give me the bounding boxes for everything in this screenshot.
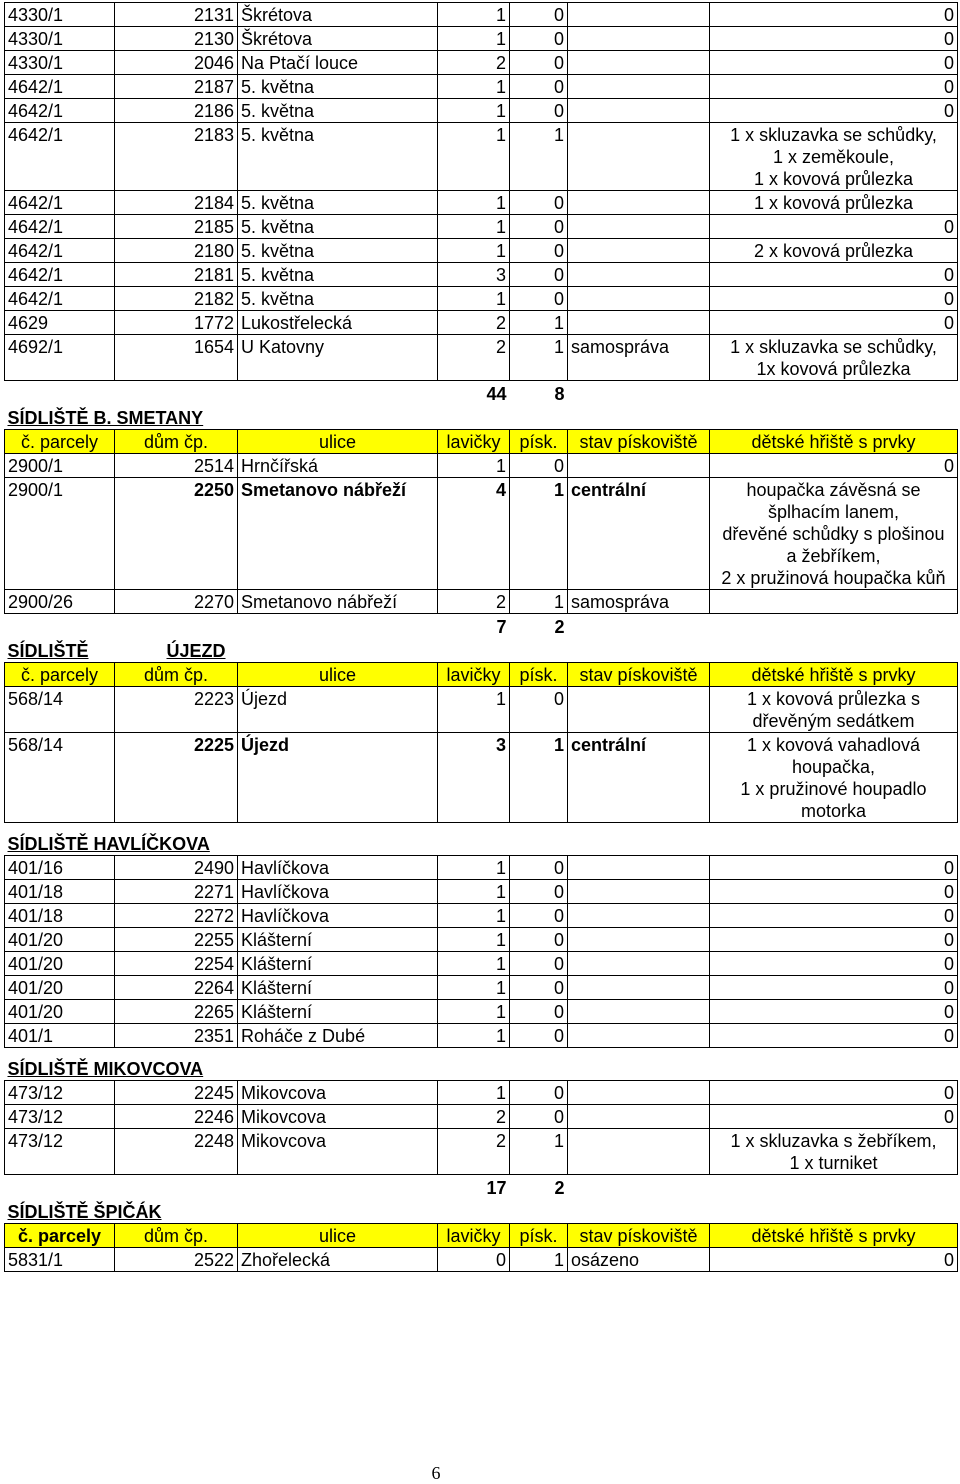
playground-cell: 0 <box>710 976 958 1000</box>
playground-cell: 0 <box>710 880 958 904</box>
street-cell: Na Ptačí louce <box>238 51 438 75</box>
playground-cell: 0 <box>710 952 958 976</box>
street-cell: Smetanovo nábřeží <box>238 590 438 614</box>
benches-cell: 1 <box>438 215 510 239</box>
parcel-cell: 401/20 <box>5 928 115 952</box>
parcel-cell: 5831/1 <box>5 1248 115 1272</box>
sandpit-cell: 0 <box>510 3 568 27</box>
table-row <box>5 590 958 614</box>
parcel-cell: 401/18 <box>5 904 115 928</box>
section-title-row <box>5 831 958 856</box>
house-number-cell: 1772 <box>115 311 238 335</box>
sandpit-state-cell <box>568 952 710 976</box>
sandpit-state-cell <box>568 1000 710 1024</box>
parcel-cell: 4330/1 <box>5 27 115 51</box>
inventory-table <box>4 2 958 1272</box>
benches-cell: 1 <box>438 239 510 263</box>
benches-cell: 2 <box>438 1129 510 1175</box>
sandpit-state-cell <box>568 454 710 478</box>
sandpit-state-cell <box>568 263 710 287</box>
table-row <box>5 1081 958 1105</box>
sandpit-cell: 0 <box>510 976 568 1000</box>
sandpit-state-cell <box>568 3 710 27</box>
header-parcel: č. parcely <box>5 430 115 454</box>
playground-cell: 0 <box>710 287 958 311</box>
table-row <box>5 952 958 976</box>
header-sand: písk. <box>510 430 568 454</box>
table-row <box>5 335 958 381</box>
header-benches: lavičky <box>438 430 510 454</box>
playground-cell: 1 x kovová průlezka s dřevěným sedátkem <box>710 687 958 733</box>
section-title-row <box>5 1199 958 1224</box>
playground-cell: 0 <box>710 1000 958 1024</box>
header-playground: dětské hřiště s prvky <box>710 663 958 687</box>
sandpit-state-cell <box>568 27 710 51</box>
sandpit-state-cell <box>568 311 710 335</box>
benches-cell: 1 <box>438 454 510 478</box>
benches-cell: 3 <box>438 733 510 823</box>
sandpit-cell: 1 <box>510 311 568 335</box>
parcel-cell: 4330/1 <box>5 51 115 75</box>
house-number-cell: 2185 <box>115 215 238 239</box>
sandpit-state-cell <box>568 191 710 215</box>
street-cell: 5. května <box>238 75 438 99</box>
benches-cell: 1 <box>438 3 510 27</box>
header-sand: písk. <box>510 663 568 687</box>
sandpit-state-cell <box>568 928 710 952</box>
street-cell: Mikovcova <box>238 1081 438 1105</box>
sandpit-cell: 0 <box>510 191 568 215</box>
playground-cell: 0 <box>710 311 958 335</box>
house-number-cell: 2180 <box>115 239 238 263</box>
sandpit-cell: 0 <box>510 27 568 51</box>
table-row <box>5 75 958 99</box>
street-cell: Havlíčkova <box>238 856 438 880</box>
playground-cell: 0 <box>710 904 958 928</box>
sandpit-state-cell: centrální <box>568 478 710 590</box>
parcel-cell: 401/20 <box>5 952 115 976</box>
playground-cell: 0 <box>710 99 958 123</box>
playground-cell: 0 <box>710 1024 958 1048</box>
sandpit-state-cell <box>568 123 710 191</box>
house-number-cell: 2255 <box>115 928 238 952</box>
table-row <box>5 123 958 191</box>
benches-cell: 1 <box>438 1081 510 1105</box>
benches-cell: 1 <box>438 287 510 311</box>
header-house: dům čp. <box>115 1224 238 1248</box>
section-title-havlickova: SÍDLIŠTĚ HAVLÍČKOVA <box>7 834 210 854</box>
header-benches: lavičky <box>438 1224 510 1248</box>
benches-cell: 1 <box>438 75 510 99</box>
sandpit-state-cell <box>568 880 710 904</box>
benches-cell: 4 <box>438 478 510 590</box>
parcel-cell: 2900/1 <box>5 478 115 590</box>
header-sand-state: stav pískoviště <box>568 663 710 687</box>
total-sandpits: 2 <box>554 1178 565 1198</box>
sandpit-state-cell <box>568 51 710 75</box>
sandpit-cell: 0 <box>510 454 568 478</box>
house-number-cell: 2186 <box>115 99 238 123</box>
page-number: 6 <box>431 1463 441 1483</box>
benches-cell: 2 <box>438 311 510 335</box>
parcel-cell: 4642/1 <box>5 215 115 239</box>
benches-cell: 1 <box>438 880 510 904</box>
table-row <box>5 856 958 880</box>
parcel-cell: 401/20 <box>5 1000 115 1024</box>
table-row <box>5 51 958 75</box>
street-cell: Mikovcova <box>238 1129 438 1175</box>
playground-cell: 0 <box>710 3 958 27</box>
playground-cell: houpačka závěsná se šplhacím lanem, dřevěné schůdky s plošinou a žebříkem, 2 x pružinová houpačka kůň <box>710 478 958 590</box>
playground-cell: 1 x kovová vahadlová houpačka, 1 x pružinové houpadlo motorka <box>710 733 958 823</box>
table-row <box>5 478 958 590</box>
parcel-cell: 473/12 <box>5 1081 115 1105</box>
table-row <box>5 1105 958 1129</box>
benches-cell: 1 <box>438 99 510 123</box>
sandpit-cell: 0 <box>510 904 568 928</box>
street-cell: 5. května <box>238 287 438 311</box>
header-street: ulice <box>238 430 438 454</box>
table-row <box>5 454 958 478</box>
house-number-cell: 2522 <box>115 1248 238 1272</box>
sandpit-state-cell <box>568 1129 710 1175</box>
parcel-cell: 2900/1 <box>5 454 115 478</box>
benches-cell: 2 <box>438 590 510 614</box>
totals-row <box>5 381 958 406</box>
house-number-cell: 2351 <box>115 1024 238 1048</box>
street-cell: U Katovny <box>238 335 438 381</box>
house-number-cell: 2225 <box>115 733 238 823</box>
benches-cell: 0 <box>438 1248 510 1272</box>
table-row <box>5 99 958 123</box>
house-number-cell: 2187 <box>115 75 238 99</box>
house-number-cell: 2490 <box>115 856 238 880</box>
street-cell: Klášterní <box>238 928 438 952</box>
parcel-cell: 4642/1 <box>5 123 115 191</box>
sandpit-cell: 0 <box>510 928 568 952</box>
benches-cell: 2 <box>438 1105 510 1129</box>
playground-cell: 2 x kovová průlezka <box>710 239 958 263</box>
sandpit-cell: 0 <box>510 1024 568 1048</box>
header-sand-state: stav pískoviště <box>568 430 710 454</box>
table-row <box>5 215 958 239</box>
table-row <box>5 311 958 335</box>
table-row <box>5 191 958 215</box>
header-benches: lavičky <box>438 663 510 687</box>
playground-cell: 0 <box>710 928 958 952</box>
sandpit-cell: 1 <box>510 733 568 823</box>
house-number-cell: 2046 <box>115 51 238 75</box>
sandpit-state-cell <box>568 75 710 99</box>
parcel-cell: 401/20 <box>5 976 115 1000</box>
house-number-cell: 2182 <box>115 287 238 311</box>
table-row <box>5 976 958 1000</box>
sandpit-cell: 0 <box>510 1105 568 1129</box>
street-cell: Smetanovo nábřeží <box>238 478 438 590</box>
benches-cell: 1 <box>438 952 510 976</box>
section-title-mikovcova: SÍDLIŠTĚ MIKOVCOVA <box>7 1059 204 1079</box>
street-cell: Havlíčkova <box>238 880 438 904</box>
playground-inventory-sheet <box>4 2 957 1272</box>
parcel-cell: 473/12 <box>5 1129 115 1175</box>
playground-cell: 0 <box>710 215 958 239</box>
total-benches: 17 <box>486 1178 507 1198</box>
sandpit-cell: 1 <box>510 1129 568 1175</box>
header-playground: dětské hřiště s prvky <box>710 1224 958 1248</box>
benches-cell: 1 <box>438 27 510 51</box>
playground-cell: 1 x skluzavka se schůdky, 1x kovová průlezka <box>710 335 958 381</box>
playground-cell: 0 <box>710 51 958 75</box>
house-number-cell: 2246 <box>115 1105 238 1129</box>
house-number-cell: 2245 <box>115 1081 238 1105</box>
sandpit-cell: 0 <box>510 856 568 880</box>
playground-cell: 1 x kovová průlezka <box>710 191 958 215</box>
playground-cell: 0 <box>710 1105 958 1129</box>
playground-cell: 0 <box>710 263 958 287</box>
header-playground: dětské hřiště s prvky <box>710 430 958 454</box>
parcel-cell: 473/12 <box>5 1105 115 1129</box>
sandpit-state-cell <box>568 1024 710 1048</box>
sandpit-state-cell <box>568 856 710 880</box>
table-row <box>5 1248 958 1272</box>
header-sand: písk. <box>510 1224 568 1248</box>
playground-cell: 0 <box>710 1248 958 1272</box>
section-title-row <box>5 405 958 430</box>
street-cell: Lukostřelecká <box>238 311 438 335</box>
sandpit-cell: 0 <box>510 99 568 123</box>
parcel-cell: 4330/1 <box>5 3 115 27</box>
benches-cell: 1 <box>438 1024 510 1048</box>
house-number-cell: 2248 <box>115 1129 238 1175</box>
sandpit-state-cell <box>568 287 710 311</box>
table-row <box>5 687 958 733</box>
section-title-smetany: SÍDLIŠTĚ B. SMETANY <box>7 408 204 428</box>
playground-cell: 0 <box>710 856 958 880</box>
house-number-cell: 2514 <box>115 454 238 478</box>
playground-cell: 1 x skluzavka s žebříkem, 1 x turniket <box>710 1129 958 1175</box>
total-benches: 7 <box>496 617 507 637</box>
header-street: ulice <box>238 1224 438 1248</box>
parcel-cell: 401/16 <box>5 856 115 880</box>
sandpit-cell: 1 <box>510 590 568 614</box>
sandpit-state-cell: osázeno <box>568 1248 710 1272</box>
table-row <box>5 263 958 287</box>
house-number-cell: 2131 <box>115 3 238 27</box>
benches-cell: 1 <box>438 976 510 1000</box>
parcel-cell: 568/14 <box>5 687 115 733</box>
table-row <box>5 27 958 51</box>
street-cell: 5. května <box>238 215 438 239</box>
benches-cell: 3 <box>438 263 510 287</box>
sandpit-state-cell: samospráva <box>568 590 710 614</box>
parcel-cell: 4642/1 <box>5 75 115 99</box>
parcel-cell: 4642/1 <box>5 263 115 287</box>
parcel-cell: 4642/1 <box>5 99 115 123</box>
header-house: dům čp. <box>115 663 238 687</box>
header-house: dům čp. <box>115 430 238 454</box>
house-number-cell: 2223 <box>115 687 238 733</box>
benches-cell: 1 <box>438 1000 510 1024</box>
house-number-cell: 2250 <box>115 478 238 590</box>
table-row <box>5 1000 958 1024</box>
total-sandpits: 2 <box>554 617 565 637</box>
sandpit-state-cell <box>568 1105 710 1129</box>
section-title-ujezd-a: SÍDLIŠTĚ <box>7 641 89 661</box>
street-cell: Hrnčířská <box>238 454 438 478</box>
benches-cell: 2 <box>438 335 510 381</box>
sandpit-state-cell <box>568 687 710 733</box>
header-row <box>5 430 958 454</box>
street-cell: Zhořelecká <box>238 1248 438 1272</box>
street-cell: Mikovcova <box>238 1105 438 1129</box>
playground-cell: 0 <box>710 1081 958 1105</box>
street-cell: Klášterní <box>238 976 438 1000</box>
street-cell: 5. května <box>238 123 438 191</box>
table-row <box>5 880 958 904</box>
table-row <box>5 904 958 928</box>
table-row <box>5 733 958 823</box>
parcel-cell: 2900/26 <box>5 590 115 614</box>
house-number-cell: 2254 <box>115 952 238 976</box>
sandpit-cell: 0 <box>510 687 568 733</box>
header-parcel: č. parcely <box>5 663 115 687</box>
street-cell: Klášterní <box>238 1000 438 1024</box>
parcel-cell: 4642/1 <box>5 191 115 215</box>
parcel-cell: 4629 <box>5 311 115 335</box>
sandpit-state-cell <box>568 215 710 239</box>
parcel-cell: 568/14 <box>5 733 115 823</box>
sandpit-cell: 1 <box>510 335 568 381</box>
section-title-ujezd-b: ÚJEZD <box>166 641 226 661</box>
benches-cell: 1 <box>438 904 510 928</box>
parcel-cell: 4642/1 <box>5 287 115 311</box>
street-cell: 5. května <box>238 99 438 123</box>
sandpit-cell: 0 <box>510 51 568 75</box>
street-cell: Roháče z Dubé <box>238 1024 438 1048</box>
benches-cell: 1 <box>438 928 510 952</box>
header-parcel: č. parcely <box>5 1224 115 1248</box>
house-number-cell: 2271 <box>115 880 238 904</box>
total-sandpits: 8 <box>554 384 565 404</box>
totals-row <box>5 1175 958 1200</box>
playground-cell: 0 <box>710 454 958 478</box>
street-cell: 5. května <box>238 263 438 287</box>
house-number-cell: 2181 <box>115 263 238 287</box>
sandpit-cell: 0 <box>510 287 568 311</box>
sandpit-cell: 0 <box>510 239 568 263</box>
table-row <box>5 239 958 263</box>
sandpit-cell: 1 <box>510 1248 568 1272</box>
sandpit-cell: 0 <box>510 215 568 239</box>
header-street: ulice <box>238 663 438 687</box>
sandpit-state-cell: centrální <box>568 733 710 823</box>
house-number-cell: 2184 <box>115 191 238 215</box>
house-number-cell: 2270 <box>115 590 238 614</box>
sandpit-state-cell <box>568 239 710 263</box>
header-row <box>5 1224 958 1248</box>
spacer-row <box>5 823 958 832</box>
parcel-cell: 401/18 <box>5 880 115 904</box>
table-row <box>5 1024 958 1048</box>
sandpit-state-cell: samospráva <box>568 335 710 381</box>
street-cell: Újezd <box>238 733 438 823</box>
benches-cell: 2 <box>438 51 510 75</box>
benches-cell: 1 <box>438 687 510 733</box>
spacer-row <box>5 1048 958 1057</box>
benches-cell: 1 <box>438 856 510 880</box>
house-number-cell: 2272 <box>115 904 238 928</box>
header-sand-state: stav pískoviště <box>568 1224 710 1248</box>
street-cell: 5. května <box>238 191 438 215</box>
street-cell: Újezd <box>238 687 438 733</box>
sandpit-cell: 1 <box>510 123 568 191</box>
sandpit-state-cell <box>568 904 710 928</box>
table-row <box>5 3 958 27</box>
playground-cell: 0 <box>710 27 958 51</box>
sandpit-cell: 0 <box>510 952 568 976</box>
house-number-cell: 2130 <box>115 27 238 51</box>
sandpit-cell: 0 <box>510 75 568 99</box>
table-row <box>5 1129 958 1175</box>
totals-row <box>5 614 958 639</box>
parcel-cell: 401/1 <box>5 1024 115 1048</box>
street-cell: Škrétova <box>238 3 438 27</box>
section-title-spicak: SÍDLIŠTĚ ŠPIČÁK <box>7 1202 162 1222</box>
house-number-cell: 2183 <box>115 123 238 191</box>
table-row <box>5 287 958 311</box>
sandpit-cell: 0 <box>510 1000 568 1024</box>
header-row <box>5 663 958 687</box>
section-title-row <box>5 638 958 663</box>
sandpit-cell: 1 <box>510 478 568 590</box>
sandpit-cell: 0 <box>510 263 568 287</box>
playground-cell: 1 x skluzavka se schůdky, 1 x zeměkoule, 1 x kovová průlezka <box>710 123 958 191</box>
benches-cell: 1 <box>438 191 510 215</box>
house-number-cell: 2264 <box>115 976 238 1000</box>
street-cell: Havlíčkova <box>238 904 438 928</box>
parcel-cell: 4692/1 <box>5 335 115 381</box>
sandpit-state-cell <box>568 1081 710 1105</box>
sandpit-state-cell <box>568 99 710 123</box>
sandpit-state-cell <box>568 976 710 1000</box>
house-number-cell: 2265 <box>115 1000 238 1024</box>
house-number-cell: 1654 <box>115 335 238 381</box>
benches-cell: 1 <box>438 123 510 191</box>
playground-cell: 0 <box>710 75 958 99</box>
sandpit-cell: 0 <box>510 880 568 904</box>
table-row <box>5 928 958 952</box>
total-benches: 44 <box>486 384 507 404</box>
street-cell: Škrétova <box>238 27 438 51</box>
street-cell: 5. května <box>238 239 438 263</box>
parcel-cell: 4642/1 <box>5 239 115 263</box>
section-title-row <box>5 1056 958 1081</box>
sandpit-cell: 0 <box>510 1081 568 1105</box>
playground-cell <box>710 590 958 614</box>
street-cell: Klášterní <box>238 952 438 976</box>
